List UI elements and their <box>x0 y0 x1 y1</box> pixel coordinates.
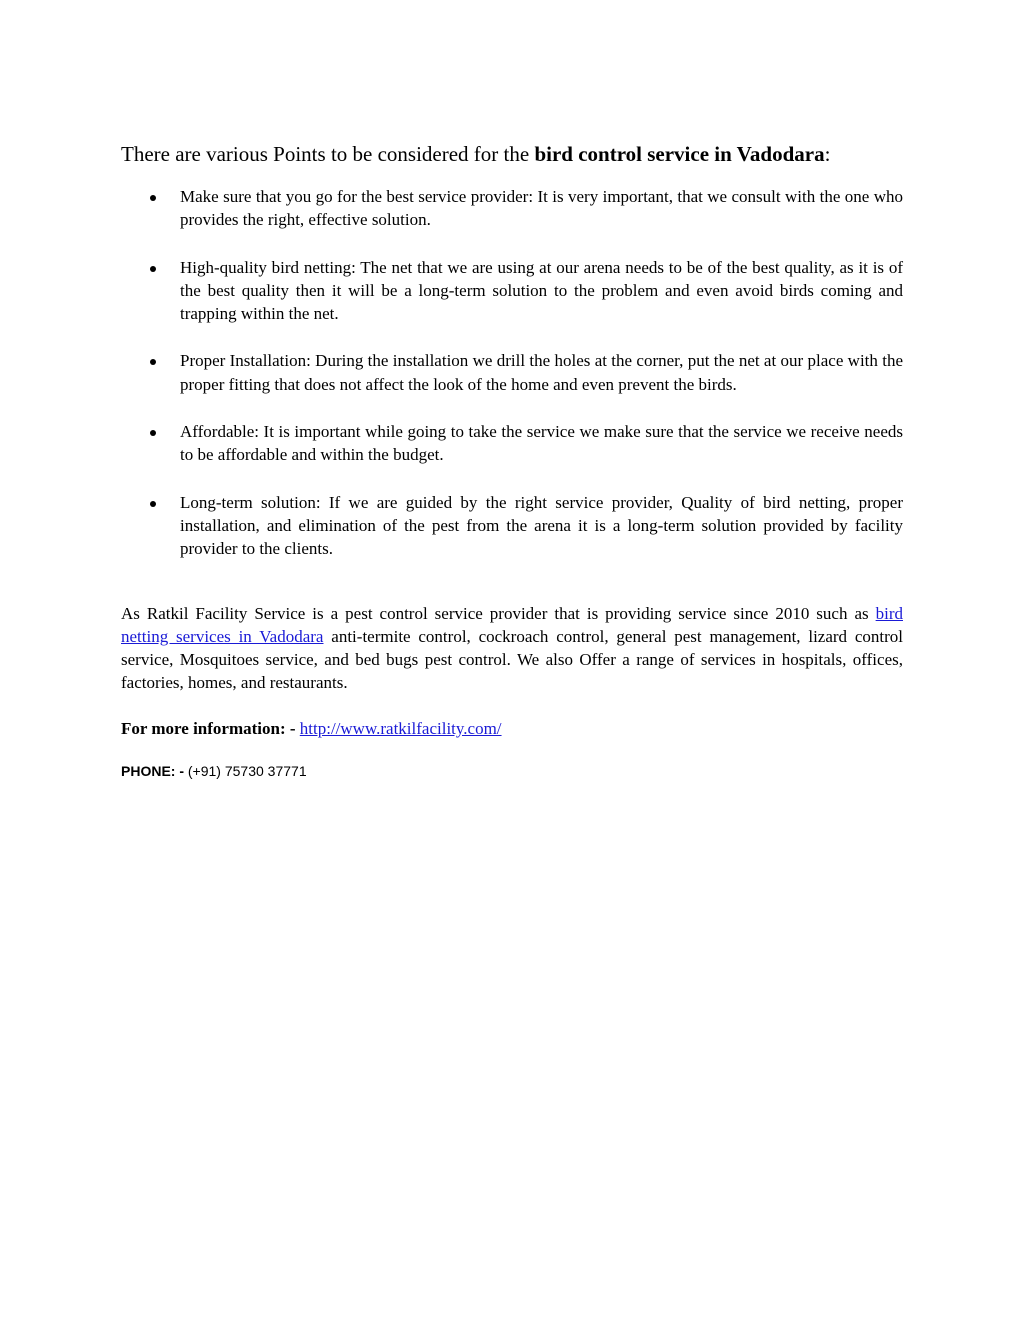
bullet-icon <box>150 430 156 436</box>
heading-prefix: There are various Points to be considered for the <box>121 142 535 166</box>
bullet-icon <box>150 266 156 272</box>
document-page <box>121 140 903 781</box>
list-item <box>121 185 903 232</box>
paragraph-after-link: anti-termite control, cockroach control, general pest management, lizard control service, Mosquitoes service, and bed bugs pest control. We also Offer a range of services in hospitals, offices, factories, homes, and restaurants. <box>121 626 903 693</box>
company-paragraph <box>121 602 903 695</box>
paragraph-before-link: As Ratkil Facility Service is a pest control service provider that is providing service since 2010 such as <box>121 603 876 623</box>
page-heading <box>121 140 903 168</box>
more-info-line <box>121 717 903 740</box>
more-info-label: For more information: - <box>121 718 300 738</box>
list-item-text: Make sure that you go for the best service provider: It is very important, that we consult with the one who provides the right, effective solution. <box>180 187 903 230</box>
list-item-text: Proper Installation: During the installation we drill the holes at the corner, put the net at our place with the proper fitting that does not affect the look of the home and even prevent the birds. <box>180 351 903 394</box>
bullet-icon <box>150 359 156 365</box>
list-item <box>121 491 903 561</box>
bullet-icon <box>150 195 156 201</box>
phone-line <box>121 761 903 781</box>
phone-number: (+91) 75730 37771 <box>187 762 307 779</box>
list-item <box>121 349 903 396</box>
heading-suffix: : <box>824 142 831 166</box>
phone-label: PHONE: - <box>121 762 188 779</box>
bird-netting-link[interactable]: bird netting services in Vadodara <box>121 603 903 646</box>
list-item-text: Long-term solution: If we are guided by the right service provider, Quality of bird netting, proper installation, and elimination of the pest from the arena it is a long-term solution provided by facility provider to the clients. <box>180 492 903 559</box>
list-item <box>121 256 903 326</box>
heading-bold: bird control service in Vadodara <box>534 142 825 166</box>
points-list <box>121 185 903 561</box>
list-item-text: High-quality bird netting: The net that we are using at our arena needs to be of the best quality, as it is of the best quality then it will be a long-term solution to the problem and even avoid birds coming and trapping within the net. <box>180 257 903 324</box>
list-item <box>121 420 903 467</box>
list-item-text: Affordable: It is important while going to take the service we make sure that the service we receive needs to be affordable and within the budget. <box>180 422 903 465</box>
website-link[interactable]: http://www.ratkilfacility.com/ <box>299 718 502 738</box>
bullet-icon <box>150 501 156 507</box>
